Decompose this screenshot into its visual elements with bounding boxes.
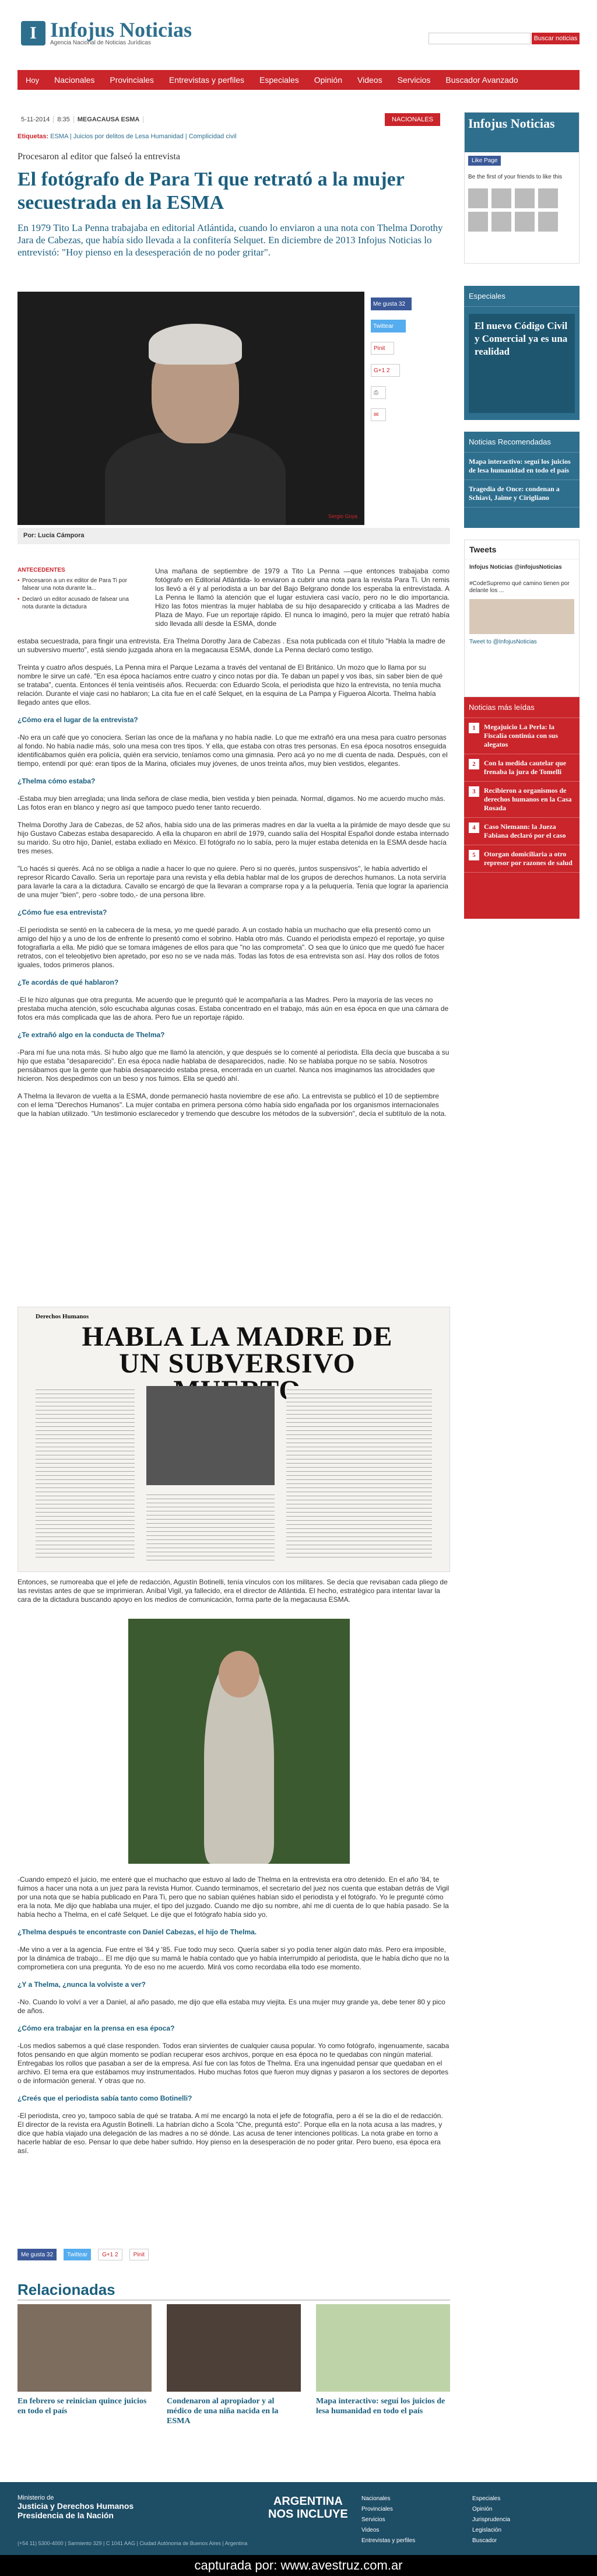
footer-link[interactable]: Provinciales — [361, 2506, 393, 2512]
footer-link[interactable]: Especiales — [472, 2496, 501, 2502]
second-photo — [128, 1619, 350, 1864]
twitter-button[interactable]: Twittear — [371, 320, 406, 332]
avatar[interactable] — [468, 188, 488, 208]
footer-links-1 — [361, 2494, 415, 2546]
print-icon[interactable]: ⎙ — [371, 386, 386, 399]
magazine-clipping — [17, 1307, 450, 1572]
tweet-text: #CodeSupremo qué camino tienen por delante los ... — [469, 580, 570, 594]
ministry-logo[interactable]: Ministerio de Justicia y Derechos Humanos Presidencia de la Nación — [17, 2494, 134, 2520]
recomendadas-title: Noticias Recomendadas — [464, 432, 580, 453]
mas-leidas-title: Noticias más leídas — [464, 697, 580, 718]
related-headline[interactable]: Mapa interactivo: seguí los juicios de lesa humanidad en todo el país — [316, 2397, 445, 2416]
paragraph: estaba secuestrada, para fingir una entrevista. Era Thelma Dorothy Jara de Cabezas . Esa nota publicada con el título "Habla la madre de un subversivo muerto", está siendo juzgada ahora en la megacausa ESMA, donde La Penna declaró como testigo. — [17, 637, 445, 654]
paragraph: Entonces, se rumoreaba que el jefe de redacción, Agustín Botinelli, tenía vínculos con los militares. Se decía que revisaban cada pliego de las revistas antes de que se imprimieran. Aníbal Vigil, ya fallecido, era el director de Atlántida. El hecho, estratégico para intentar lavar la cara de la dictadura buscando apoyo en los medios de comunicación, forma parte de la megacausa ESMA. — [17, 1578, 448, 1604]
nav-nacionales[interactable]: Nacionales — [54, 75, 95, 85]
search-button[interactable]: Buscar noticias — [532, 33, 580, 44]
question: ¿Cómo era el lugar de la entrevista? — [17, 716, 138, 724]
article-headline: El fotógrafo de Para Ti que retrató a la mujer secuestrada en la ESMA — [17, 169, 405, 214]
paragraph: -No. Cuando lo volví a ver a Daniel, al año pasado, me dijo que ella estaba muy viejita. Es una mujer muy grande ya, debe tener 80 y pico de años. — [17, 1998, 445, 2015]
especiales-promo[interactable]: El nuevo Código Civil y Comercial ya es una realidad — [469, 314, 575, 413]
footer-link[interactable]: Legislación — [472, 2527, 502, 2533]
gplus-button[interactable]: G+1 2 — [98, 2249, 122, 2260]
mail-icon[interactable]: ✉ — [371, 408, 386, 421]
article-body-first: Una mañana de septiembre de 1979 a Tito La Penna —que entonces trabajaba como fotógrafo en Editorial Atlántida- lo enviaron a cubrir una nota para la revista Para Ti. Un remis los llevó a él y al periodista a un bar del Bajo Belgrano donde los esperaba la entrevistada. A La Penna le llamó la atención que el lugar estuviera casi vacío, pero no le dio importancia. Hizo las fotos mientras la mujer hablaba de su hijo desaparecido y criticaba a las Madres de Plaza de Mayo. Fue un reportaje rápido. El nunca lo imaginó, pero la mujer que retrató había sido llevada allí desde la ESMA, donde — [155, 567, 449, 628]
paragraph: -Estaba muy bien arreglada; una linda señora de clase media, bien vestida y bien peinada. Normal, digamos. No me acuerdo mucho más. Las fotos eran en blanco y negro así que tampoco puedo tener tanto recuerdo. — [17, 794, 445, 811]
twitter-button[interactable]: Twittear — [64, 2249, 91, 2260]
mas-leida-item[interactable]: 3 Recibieron a organismos de derechos humanos en la Casa Rosada — [464, 782, 580, 818]
question: ¿Te extrañó algo en la conducta de Thelma? — [17, 1031, 165, 1039]
question: ¿Thelma cómo estaba? — [17, 777, 96, 785]
facebook-widget — [464, 112, 580, 264]
footer — [0, 2482, 597, 2555]
etiquetas-label: Etiquetas: — [17, 133, 49, 140]
footer-link[interactable]: Jurisprudencia — [472, 2516, 511, 2523]
related-image[interactable] — [167, 2304, 301, 2392]
nav-opinion[interactable]: Opinión — [314, 75, 343, 85]
recomendada-link[interactable]: Tragedia de Once: condenan a Schiavi, Jaime y Cirigliano — [464, 480, 580, 508]
related-item[interactable] — [167, 2304, 301, 2426]
facebook-faces — [465, 185, 579, 235]
footer-links-2 — [472, 2494, 510, 2546]
footer-address: (+54 11) 5300-4000 | Sarmiento 329 | C 1041 AAG | Ciudad Autónoma de Buenos Aires | Argentina — [17, 2540, 248, 2546]
paragraph: -El periodista se sentó en la cabecera de la mesa, yo me quedé parado. A un costado había un muchacho que ella presentó como un amigo del hijo y a uno de los de enfrente lo presentó como el sobrino. Habla otro más. Cuando el periodista empezó el reportaje, yo quise fotografiarla a ella. Me pidió que se tomara imágenes de ellos para que "no las comprometa". O sea que lo único que me quedó fue hacer retratos, con el teleobjetivo bien apretado, por eso no se ve nada más. Todas las fotos de esa entrevista son así. Hay dos rollos de fotos iguales, todos primeros planos. — [17, 926, 445, 969]
paragraph: -El le hizo algunas que otra pregunta. Me acuerdo que le preguntó qué le acompañaría a las Madres. Pero la mayoría de las veces no prestaba mucha atención, sólo escuchaba algunas cosas. Estaba concentrado en el trabajo, más aún en esa época en que una cámara de fotos era más complicada que las de ahora. Pero fue un reportaje rápido. — [17, 996, 449, 1021]
author-byline: Por: Lucía Cámpora — [17, 528, 450, 544]
paragraph: -Me vino a ver a la agencia. Fue entre el '84 y '85. Fue todo muy seco. Quería saber si yo podía tener algún dato más. Pero era imposible, por la dinámica de trabajo... El me dijo que su mamá le había contado que yo había interrumpido al periodista, que le había dicho que no la comprometiera con una pregunta. Yo de eso no me acuerdo. Mirá vos como recordaba ella todo ese momento. — [17, 1945, 449, 1971]
nav-provinciales[interactable]: Provinciales — [110, 75, 154, 85]
tweet-image[interactable] — [469, 599, 574, 634]
tweet-to-link[interactable]: Tweet to @InfojusNoticias — [469, 639, 537, 645]
related-image[interactable] — [316, 2304, 450, 2392]
especiales-box — [464, 286, 580, 420]
clipping-headline: HABLA LA MADRE DE UN SUBVERSIVO — [82, 1321, 393, 1379]
footer-link[interactable]: Videos — [361, 2527, 380, 2533]
paragraph: -Para mí fue una nota más. Si hubo algo que me llamó la atención, y que después se lo comenté al periodista. Ella decía que buscaba a su hijo que estaba "desaparecido". En esa época nadie hablaba de desaparecidos, nadie. No se hablaba porque no se sabía. Nosotros pensábamos que la gente que había desaparecido estaba presa, encerrada en un cuartel. Nunca nos imaginamos las atrocidades que hicieron. Nos despedimos con un beso y nos fuimos. Ella se quedó ahí. — [17, 1048, 449, 1083]
avatar[interactable] — [491, 188, 511, 208]
main-photo — [17, 292, 364, 525]
avatar[interactable] — [515, 212, 535, 232]
footer-link[interactable]: Nacionales — [361, 2496, 391, 2502]
especiales-title: Especiales — [464, 286, 580, 307]
paragraph: "Lo hacés si querés. Acá no se obliga a nadie a hacer lo que no quiere. Pero si no querés, juntos suspensivos", le había advertido el represor Ricardo Cavallo. Seria un reportaje para una revista y ella debía hablar mal de los grupos de derechos humanos. La nota serviría para lavarle la cara a la dictadura. Cavallo se encargó de que la llevaran a comprarse ropa y a la peluquería. Tenía que lograr la apariencia de una mujer "bien", pero -sobre todo,- de una persona libre. — [17, 864, 448, 899]
related-title: Relacionadas — [17, 2281, 115, 2298]
tweets-title: Tweets — [465, 540, 579, 559]
question: ¿Cómo era trabajar en la prensa en esa época? — [17, 2024, 175, 2032]
etiquetas — [17, 133, 237, 140]
question: ¿Thelma después te encontraste con Daniel Cabezas, el hijo de Thelma. — [17, 1928, 257, 1936]
mas-leida-item[interactable]: 1 Megajuicio La Perla: la Fiscalía continúa con sus alegatos — [464, 718, 580, 754]
paragraph: Thelma Dorothy Jara de Cabezas, de 52 años, había sido una de las primeras madres en dar la vuelta a la pirámide de mayo desde que su hijo Gustavo Cabezas estaba desaparecido. A ella la chuparon en abril de 1979, cuando salía del Hospital Español donde estaba internado su marido. Su otro hijo, Daniel, estaba exiliado en México. El fotógrafo no lo sabía, pero la mujer estaba detenida en la ESMA desde hacía tres meses. — [17, 821, 450, 855]
share-bar — [17, 2249, 149, 2260]
nav-entrevistas[interactable]: Entrevistas y perfiles — [168, 75, 245, 85]
article-section[interactable]: MEGACAUSA ESMA — [74, 116, 144, 123]
recomendadas-box — [464, 432, 580, 528]
antecedente-link[interactable]: • Procesaron a un ex editor de Para Ti por falsear una nota durante la... — [17, 577, 134, 592]
footer-link[interactable]: Buscador — [472, 2538, 497, 2544]
photo-credit: Sergio Goya — [328, 513, 357, 519]
article-body-3 — [17, 1875, 450, 2164]
capture-credit: capturada por: www.avestruz.com.ar — [0, 2555, 597, 2576]
tweet-user[interactable]: Infojus Noticias @infojusNoticias — [469, 564, 562, 570]
question: ¿Te acordás de qué hablaron? — [17, 978, 119, 986]
question: ¿Y a Thelma, ¿nunca la volviste a ver? — [17, 1980, 146, 1989]
nav-hoy[interactable]: Hoy — [26, 75, 40, 85]
mas-leida-item[interactable]: 5 Otorgan domiciliaria a otro represor por razones de salud — [464, 845, 580, 873]
search-input[interactable] — [429, 33, 531, 44]
twitter-widget — [464, 540, 580, 697]
article-date: 5-11-2014 — [17, 116, 54, 123]
recomendada-link[interactable]: Mapa interactivo: seguí los juicios de lesa humanidad en todo el país — [464, 453, 580, 480]
logo-title: Infojus Noticias — [50, 18, 192, 41]
avatar[interactable] — [515, 188, 535, 208]
clipping-section: Derechos Humanos — [36, 1313, 89, 1320]
gplus-button[interactable]: G+1 2 — [371, 364, 400, 377]
antecedentes-box — [17, 567, 134, 611]
paragraph: -No era un café que yo conociera. Serían las once de la mañana y no había nadie. Lo que me extrañó era una mesa para cuatro personas al fondo. No había nadie más, solo una mesa con tres tipos. Y ella, que estaba con otras tres personas. En esa época nosotros enseguida identificábamos quién era policía, quién era servicio, teníamos como una gimnasia. Pero acá yo no me di cuenta de nada. Después, con el tiempo, entendí por qué: eran tipos de la Marina, oficiales muy jóvenes, de unos treinta años, muy bien vestidos, elegantes. — [17, 733, 448, 768]
facebook-like-button[interactable]: Me gusta 32 — [371, 298, 412, 310]
paragraph: A Thelma la llevaron de vuelta a la ESMA, donde permaneció hasta noviembre de ese año. La entrevista se publicó el 10 de septiembre con el lema "Derechos Humanos". La mujer contaba en primera persona cómo había sido engañada por los organismos internacionales que la habían utilizado. "Un testimonio esclarecedor y tremendo que descubre los métodos de la subversión", decía el subtítulo de la nota. — [17, 1092, 447, 1118]
related-item[interactable] — [17, 2304, 152, 2416]
share-column — [371, 298, 441, 430]
article-body-1 — [17, 637, 450, 1127]
paragraph: Treinta y cuatro años después, La Penna mira el Parque Lezama a través del ventanal de El Británico. Un mozo que lo llama por su nombre le sirve un café. "En esa época hacíamos entre cuatro y cinco notas por día. Te daban un papel y vos ibas, sin saber bien de qué se trataba", cuenta. Entonces él tenía veintiséis años. Recuerda: con Eduardo Scola, el periodista que hizo la entrevista, no tenía mucha relación. Durante el viaje casi no hablaron; La cita fue en el café Selquet, en la esquina de La Pampa y Figueroa Alcorta. Thelma había llegado antes que ellos. — [17, 663, 443, 706]
antecedente-link[interactable]: • Declaró un editor acusado de falsear una nota durante la dictadura — [17, 596, 134, 611]
mas-leida-item[interactable]: 4 Caso Niemann: la Jueza Fabiana declaró por el caso — [464, 818, 580, 845]
footer-link[interactable]: Opinión — [472, 2506, 493, 2512]
logo-icon: I — [21, 21, 45, 46]
paragraph: -El periodista, creo yo, tampoco sabía de qué se trataba. A mí me encargó la nota el jefe de fotografía, pero a él se la dio el de redacción. El director de la revista era Agustín Botinelli. La habrían dicho a Scola "Che, preguntá esto". Porque ella en la nota acusa a las madres, y dice que había viajado una delegación de las madres a no sé dónde. Las acusa de tener intenciones políticas. La nota grabe en torno a hacerle hablar de eso. Pensar lo que debe haber sufrido. Hoy pienso en la desesperación de no poder gritar. Pero bueno, esa época era así. — [17, 2112, 443, 2155]
facebook-text: Be the first of your friends to like this — [468, 174, 563, 180]
avatar[interactable] — [538, 212, 558, 232]
related-headline[interactable]: Condenaron al apropiador y al médico de una niña nacida en la ESMA — [167, 2397, 279, 2426]
mas-leidas-box — [464, 697, 580, 919]
nav-buscador[interactable]: Buscador Avanzado — [445, 75, 518, 85]
related-image[interactable] — [17, 2304, 152, 2392]
avatar[interactable] — [538, 188, 558, 208]
paragraph: -Cuando empezó el juicio, me enteré que el muchacho que estuvo al lado de Thelma en la entrevista era otro detenido. En el año '84, te fuimos a hacer una nota a un juez para la revista Humor. Cuando terminamos, el secretario del juez nos cuenta que estaban detrás de Vigil por una nota que se había publicado en Para Ti, pero que no sabían quiénes habían sido el periodista y el fotógrafo. Yo le pregunté cómo era la nota. Me dijo que hablaba una mujer, el tipo del juzgado. Cuando me dijo su nombre, ahí me di cuenta de lo que había pasado. Se la había hecho a Thelma, en el café Selquet. Le dije que el fotógrafo había sido yo. — [17, 1875, 449, 1919]
argentina-logo: ARGENTINA NOS INCLUYE — [268, 2495, 348, 2521]
main-nav — [17, 70, 580, 90]
avatar[interactable] — [491, 212, 511, 232]
logo-subtitle: Agencia Nacional de Noticias Jurídicas — [50, 40, 151, 46]
footer-link[interactable]: Entrevistas y perfiles — [361, 2538, 416, 2544]
article-body-2 — [17, 1578, 450, 1613]
facebook-header[interactable]: Infojus Noticias — [465, 113, 579, 152]
etiquetas-links[interactable]: ESMA | Juicios por delitos de Lesa Humanidad | Complicidad civil — [50, 133, 237, 140]
site-logo[interactable] — [21, 20, 192, 46]
footer-link[interactable]: Servicios — [361, 2516, 385, 2523]
clipping-photo — [146, 1386, 275, 1485]
article-time: 8:35 — [54, 116, 73, 123]
avatar[interactable] — [468, 212, 488, 232]
question: ¿Creés que el periodista sabía tanto como Botinelli? — [17, 2094, 192, 2102]
article-kicker: Procesaron al editor que falseó la entrevista — [17, 152, 180, 162]
header — [0, 0, 597, 69]
facebook-like-page-button[interactable]: Like Page — [468, 156, 501, 166]
pinterest-button[interactable]: Pinit — [371, 342, 394, 355]
related-item[interactable] — [316, 2304, 450, 2416]
nav-videos[interactable]: Videos — [357, 75, 382, 85]
nav-servicios[interactable]: Servicios — [397, 75, 431, 85]
question: ¿Cómo fue esa entrevista? — [17, 908, 107, 916]
nav-especiales[interactable]: Especiales — [259, 75, 299, 85]
facebook-like-button[interactable]: Me gusta 32 — [17, 2249, 57, 2260]
pinterest-button[interactable]: Pinit — [129, 2249, 149, 2260]
section-tag[interactable]: NACIONALES — [385, 113, 440, 126]
mas-leida-item[interactable]: 2 Con la medida cautelar que frenaba la jura de Tomelli — [464, 754, 580, 782]
related-headline[interactable]: En febrero se reinician quince juicios en todo el país — [17, 2397, 147, 2416]
antecedentes-title: ANTECEDENTES — [17, 567, 65, 573]
article-lead: En 1979 Tito La Penna trabajaba en editorial Atlántida, cuando lo enviaron a una nota con Thelma Dorothy Jara de Cabezas, que había sido llevada a la confitería Selquet. En diciembre de 2013 Infojus Noticias lo entrevistó: "Hoy pienso en la desesperación de no poder gritar". — [17, 222, 443, 258]
paragraph: -Los medios sabemos a qué clase responden. Todos eran sirvientes de cualquier causa popular. Yo como fotógrafo, ingenuamente, sacaba fotos pensando en que algún momento se podían recuperar esos archivos, porque en esa época no te quedabas con ningún material. Entregabas los rollos que pasaban a ser de la empresa. Así fue con las fotos de Thelma. Era una ingenuidad pensar que quedaban en el archivo. El tema era que estábamos muy instrumentados. Hubo muchas fotos que fueron muy dignas y pasaron a los sectores de deportes o de información general. Y otras que no. — [17, 2042, 449, 2085]
